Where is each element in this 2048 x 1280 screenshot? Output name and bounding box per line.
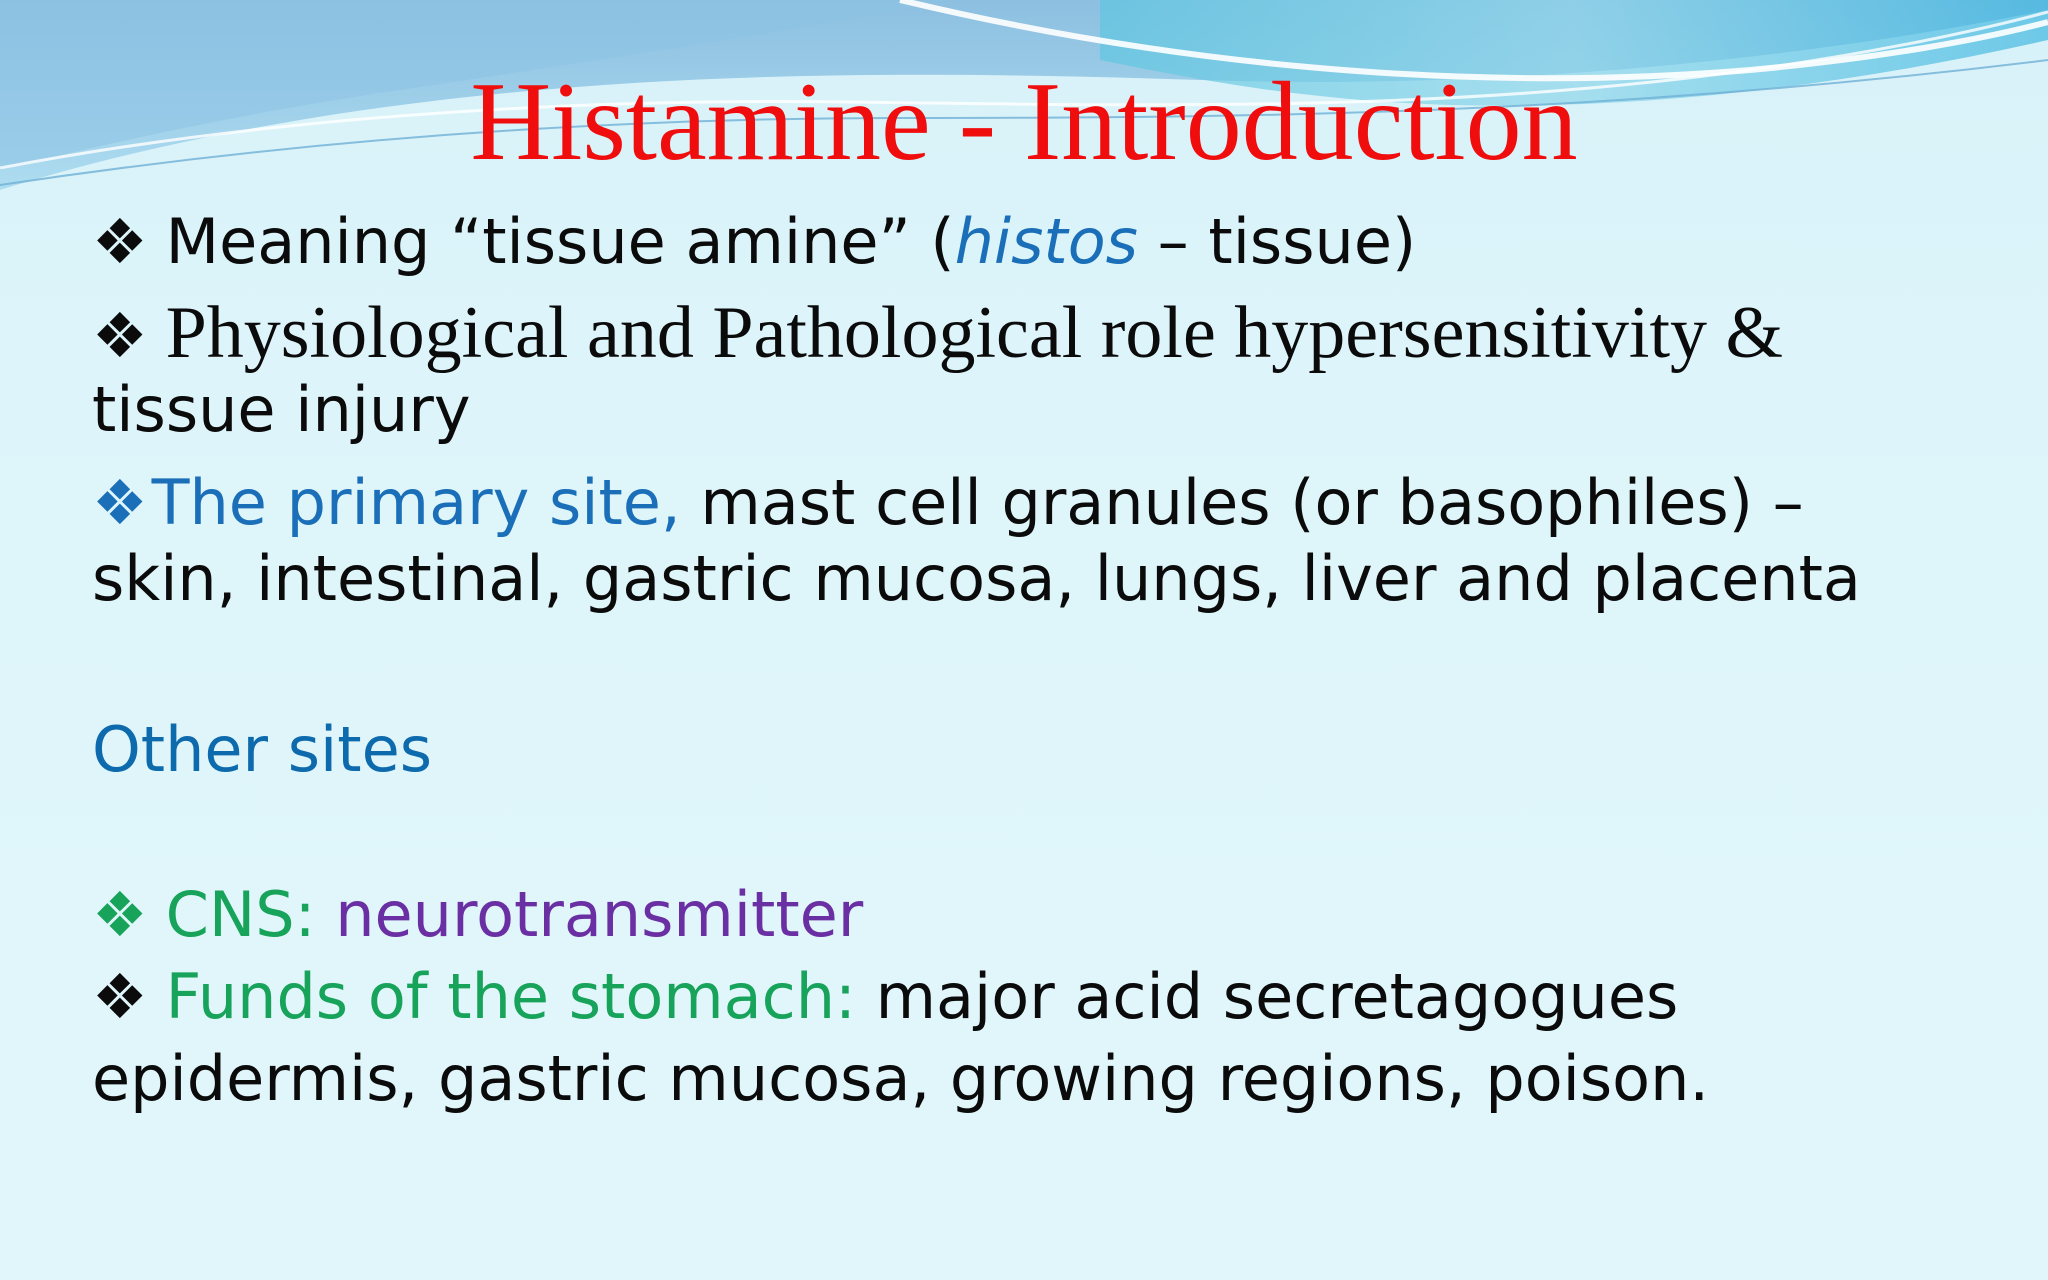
primary-site-label: The primary site, (151, 466, 681, 539)
diamond-bullet-icon: ❖ (92, 205, 148, 278)
cns-label: CNS: (165, 878, 316, 951)
other-sites-heading: Other sites (92, 713, 433, 786)
bullet-cns (92, 879, 863, 951)
slide-title: Histamine - Introduction (470, 60, 1578, 184)
bullet-role (92, 293, 1783, 376)
stomach-text: major acid secretagogues (855, 960, 1679, 1033)
histos-term: histos (954, 205, 1138, 278)
diamond-bullet-icon: ❖ (92, 466, 148, 539)
bullet-primary-site-continuation: skin, intestinal, gastric mucosa, lungs, liver and placenta (92, 542, 1861, 615)
bullet-stomach-continuation: epidermis, gastric mucosa, growing regions, poison. (92, 1042, 1710, 1115)
cns-value: neurotransmitter (315, 878, 864, 951)
diamond-bullet-icon: ❖ (92, 878, 148, 951)
meaning-text: Meaning “tissue amine” ( (165, 205, 955, 278)
bullet-stomach (92, 961, 1678, 1033)
bullet-role-continuation: tissue injury (92, 373, 471, 446)
diamond-bullet-icon: ❖ (92, 960, 148, 1033)
primary-site-text: mast cell granules (or basophiles) – (680, 466, 1804, 539)
meaning-text-end: – tissue) (1137, 205, 1417, 278)
role-text: Physiological and Pathological role hypersensitivity & (165, 292, 1784, 374)
bullet-meaning (92, 206, 1416, 278)
bullet-primary-site (92, 467, 1804, 539)
diamond-bullet-icon: ❖ (92, 299, 148, 372)
stomach-label: Funds of the stomach: (165, 960, 856, 1033)
